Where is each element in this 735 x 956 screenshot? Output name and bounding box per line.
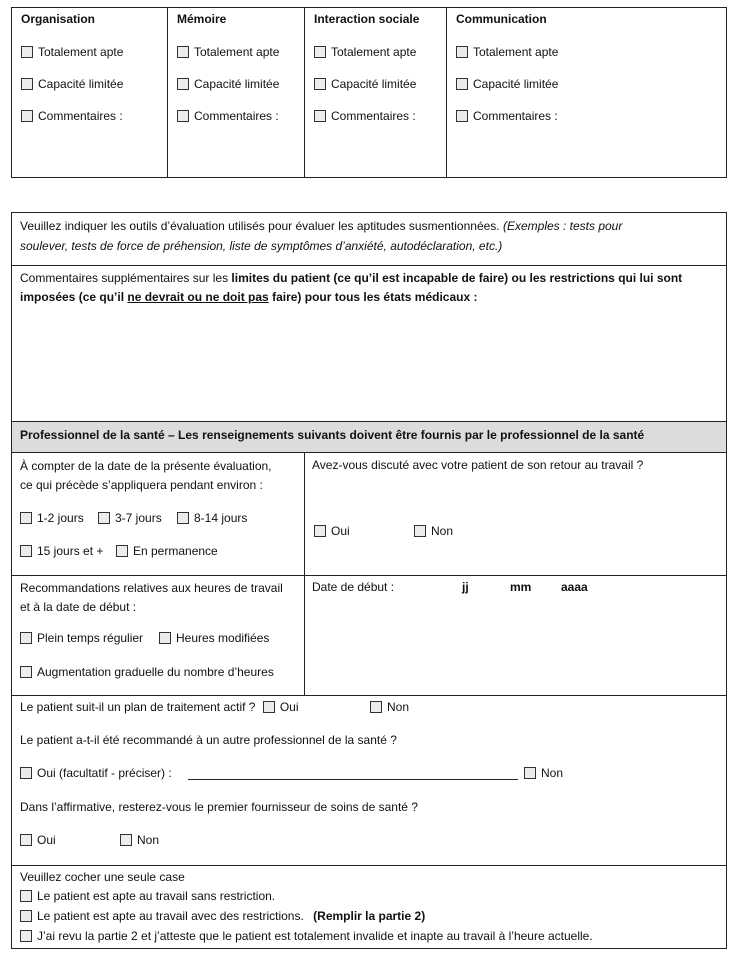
duration-opt-8-14 xyxy=(177,511,247,525)
start-date-dd[interactable]: jj xyxy=(462,580,469,594)
option-label: Oui (facultatif - préciser) : xyxy=(37,766,172,780)
duration-opt-1-2 xyxy=(20,511,84,525)
hours-label-line2: et à la date de début : xyxy=(20,600,137,614)
ability-column-communication xyxy=(456,12,558,123)
ability-column-interaction xyxy=(314,12,419,123)
duration-permanent-checkbox[interactable] xyxy=(116,545,128,557)
hours-modified xyxy=(159,631,269,645)
duration-1-2-checkbox[interactable] xyxy=(20,512,32,524)
primary-no-checkbox[interactable] xyxy=(120,834,132,846)
option-row xyxy=(21,109,123,123)
option-label: 15 jours et + xyxy=(37,544,104,558)
option-row xyxy=(177,45,279,59)
limited-capacity-checkbox[interactable] xyxy=(177,78,189,90)
option-row xyxy=(21,77,123,91)
fully-fit-checkbox[interactable] xyxy=(314,46,326,58)
duration-15-checkbox[interactable] xyxy=(20,545,32,557)
treatment-question-text: Le patient suit-il un plan de traitement actif ? xyxy=(20,700,256,714)
limited-capacity-checkbox[interactable] xyxy=(314,78,326,90)
treatment-question xyxy=(20,700,299,714)
primary-yes xyxy=(20,833,56,847)
assessment-tools-section[interactable] xyxy=(20,216,720,256)
limits-underlined: ne devrait ou ne doit pas xyxy=(127,290,269,304)
fitness-opt2 xyxy=(20,909,425,923)
return-yes-checkbox[interactable] xyxy=(314,525,326,537)
return-no-checkbox[interactable] xyxy=(414,525,426,537)
referral-question: Le patient a-t-il été recommandé à un autre professionnel de la santé ? xyxy=(20,733,397,747)
comments-checkbox[interactable] xyxy=(314,110,326,122)
option-label: Non xyxy=(541,766,564,780)
option-row xyxy=(21,45,123,59)
ability-column-organisation xyxy=(21,12,123,123)
column-title: Interaction sociale xyxy=(314,12,420,26)
option-label: Commentaires : xyxy=(194,109,279,123)
hours-full-time xyxy=(20,631,143,645)
primary-question: Dans l’affirmative, resterez-vous le premier fournisseur de soins de santé ? xyxy=(20,800,418,814)
duration-opt-15 xyxy=(20,544,103,558)
column-title: Communication xyxy=(456,12,547,26)
limits-intro: Commentaires supplémentaires sur les xyxy=(20,271,232,285)
fitness-opt1 xyxy=(20,889,275,903)
fitness-opt3 xyxy=(20,929,593,943)
referral-specify-field[interactable] xyxy=(188,779,518,780)
full-time-checkbox[interactable] xyxy=(20,632,32,644)
gradual-increase-checkbox[interactable] xyxy=(20,666,32,678)
professional-header-text: Professionnel de la santé – Les renseignements suivants doivent être fournis par le professionnel de la santé xyxy=(20,428,645,442)
fit-no-restriction-checkbox[interactable] xyxy=(20,890,32,902)
tools-examples: (Exemples : tests pour xyxy=(502,219,623,233)
option-label: Oui xyxy=(331,524,350,538)
limits-section[interactable] xyxy=(20,269,720,307)
hours-section xyxy=(20,579,283,617)
column-title: Organisation xyxy=(21,12,96,26)
option-label: Capacité limitée xyxy=(38,77,124,91)
option-label: Totalement apte xyxy=(331,45,417,59)
option-label: 3-7 jours xyxy=(115,511,162,525)
option-label: En permanence xyxy=(133,544,218,558)
option-row xyxy=(314,77,419,91)
modified-hours-checkbox[interactable] xyxy=(159,632,171,644)
totally-disabled-checkbox[interactable] xyxy=(20,930,32,942)
fully-fit-checkbox[interactable] xyxy=(456,46,468,58)
option-row xyxy=(177,109,279,123)
return-discussed-question: Avez-vous discuté avec votre patient de son retour au travail ? xyxy=(312,458,644,472)
option-label: Capacité limitée xyxy=(194,77,280,91)
duration-label-line2: ce qui précède s’appliquera pendant environ : xyxy=(20,478,263,492)
option-row xyxy=(314,109,419,123)
option-label: Commentaires : xyxy=(331,109,416,123)
fully-fit-checkbox[interactable] xyxy=(21,46,33,58)
option-label: Oui xyxy=(37,833,56,847)
option-label: J’ai revu la partie 2 et j’atteste que le patient est totalement invalide et inapte au travail à l’heure actuelle. xyxy=(37,929,593,943)
option-label: Non xyxy=(387,700,410,714)
treatment-no-checkbox[interactable] xyxy=(370,701,382,713)
limited-capacity-checkbox[interactable] xyxy=(21,78,33,90)
return-discussed-yes xyxy=(314,524,350,538)
referral-no xyxy=(524,766,563,780)
start-date-label: Date de début : xyxy=(312,580,395,594)
limits-line2b: faire) pour tous les états médicaux : xyxy=(268,290,478,304)
fully-fit-checkbox[interactable] xyxy=(177,46,189,58)
duration-3-7-checkbox[interactable] xyxy=(98,512,110,524)
option-label: Totalement apte xyxy=(194,45,280,59)
option-label: Commentaires : xyxy=(38,109,123,123)
option-label: Le patient est apte au travail avec des restrictions. xyxy=(37,909,304,923)
hours-label-line1: Recommandations relatives aux heures de travail xyxy=(20,581,283,595)
primary-no xyxy=(120,833,159,847)
ability-column-memoire xyxy=(177,12,279,123)
duration-opt-3-7 xyxy=(98,511,162,525)
fitness-opt2-note: (Remplir la partie 2) xyxy=(313,909,426,923)
option-row xyxy=(456,109,558,123)
comments-checkbox[interactable] xyxy=(21,110,33,122)
option-label: Plein temps régulier xyxy=(37,631,144,645)
option-row xyxy=(177,77,279,91)
option-label: 8-14 jours xyxy=(194,511,248,525)
option-label: Le patient est apte au travail sans restriction. xyxy=(37,889,276,903)
option-row xyxy=(314,45,419,59)
option-label: 1-2 jours xyxy=(37,511,84,525)
referral-no-checkbox[interactable] xyxy=(524,767,536,779)
return-discussed-no xyxy=(414,524,453,538)
option-row xyxy=(456,45,558,59)
comments-checkbox[interactable] xyxy=(177,110,189,122)
abilities-table xyxy=(11,7,727,178)
treatment-yes-checkbox[interactable] xyxy=(263,701,275,713)
fit-with-restrictions-checkbox[interactable] xyxy=(20,910,32,922)
tools-examples-line2: soulever, tests de force de préhension, liste de symptômes d’anxiété, autodéclaration, etc.) xyxy=(20,239,503,253)
main-form xyxy=(11,212,727,949)
tools-text: Veuillez indiquer les outils d’évaluation utilisés pour évaluer les aptitudes susmentionnées. xyxy=(20,219,500,233)
option-label: Capacité limitée xyxy=(331,77,417,91)
option-label: Totalement apte xyxy=(473,45,559,59)
option-label: Heures modifiées xyxy=(176,631,270,645)
option-label: Oui xyxy=(279,700,299,714)
option-row xyxy=(456,77,558,91)
duration-label-line1: À compter de la date de la présente évaluation, xyxy=(20,459,272,473)
option-label: Totalement apte xyxy=(38,45,124,59)
limits-bold: limites du patient (ce qu’il est incapable de faire) ou les restrictions qui lui sont xyxy=(231,271,683,285)
referral-yes-checkbox[interactable] xyxy=(20,767,32,779)
option-label: Non xyxy=(431,524,454,538)
limits-line2a: imposées (ce qu’il xyxy=(20,290,128,304)
fitness-instruction: Veuillez cocher une seule case xyxy=(20,870,185,884)
hours-gradual xyxy=(20,665,274,679)
option-label: Non xyxy=(137,833,160,847)
referral-yes xyxy=(20,766,172,780)
option-label: Commentaires : xyxy=(473,109,558,123)
primary-yes-checkbox[interactable] xyxy=(20,834,32,846)
option-label: Capacité limitée xyxy=(473,77,559,91)
limited-capacity-checkbox[interactable] xyxy=(456,78,468,90)
professional-header xyxy=(12,422,726,452)
option-label: Augmentation graduelle du nombre d’heures xyxy=(37,665,274,679)
start-date-mm[interactable]: mm xyxy=(510,580,532,594)
duration-8-14-checkbox[interactable] xyxy=(177,512,189,524)
duration-opt-perm xyxy=(116,544,218,558)
treatment-no xyxy=(370,700,409,714)
column-title: Mémoire xyxy=(177,12,227,26)
start-date-yyyy[interactable]: aaaa xyxy=(561,580,588,594)
duration-section xyxy=(20,457,272,495)
comments-checkbox[interactable] xyxy=(456,110,468,122)
